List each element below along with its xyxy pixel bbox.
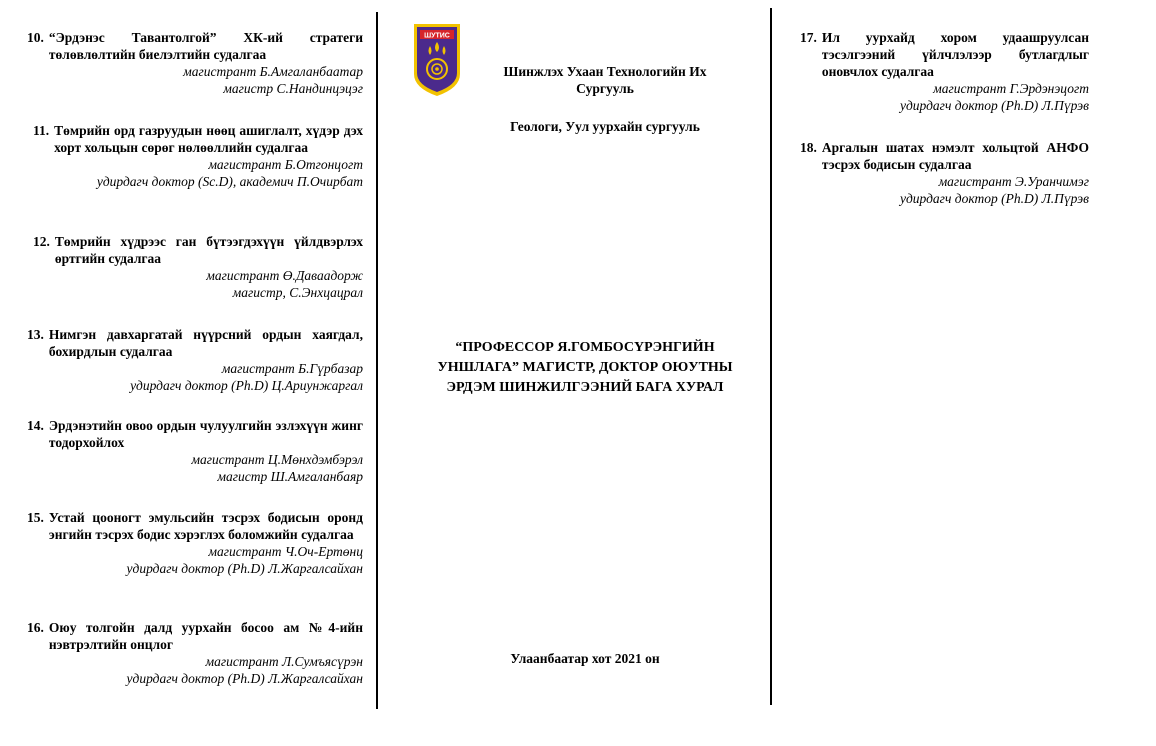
entry-number: 15.: [27, 510, 44, 525]
page-title: “ПРОФЕССОР Я.ГОМБОСҮРЭНГИЙН УНШЛАГА” МАГИСТР, ДОКТОР ОЮУТНЫ ЭРДЭМ ШИНЖИЛГЭЭНИЙ БАГА ХУРАЛ: [437, 340, 733, 395]
entry-student: магистрант Б.Отгонцогт: [208, 157, 363, 172]
entry-number: 14.: [27, 418, 44, 433]
list-item: [27, 417, 363, 485]
list-item: [27, 326, 363, 394]
list-item: [33, 233, 363, 301]
entry-title: Ил уурхайд хором удаашруулсан тэсэлгээний үйлчлэлээр бутлагдлыг оновчлох судалгаа: [821, 30, 1089, 79]
entry-student: магистрант Ц.Мөнхдэмбэрэл: [191, 452, 363, 467]
university-logo: [412, 22, 462, 98]
entry-advisor: удирдагч доктор (Ph.D) Л.Пүрэв: [900, 191, 1089, 206]
entry-advisor: магистр Ш.Амгаланбаяр: [217, 469, 363, 484]
entry-student: магистрант Б.Гүрбазар: [221, 361, 363, 376]
entry-title: Төмрийн хүдрээс ган бүтээгдэхүүн үйлдвэрлэх өртгийн судалгаа: [54, 234, 363, 266]
list-item: [33, 122, 363, 190]
entry-title: Эрдэнэтийн овоо ордын чулуулгийн эзлэхүүн жинг тодорхойлох: [48, 418, 363, 450]
list-item: [27, 509, 363, 577]
entry-title: Оюу толгойн далд уурхайн босоо ам №4-ийн нэвтрэлтийн онцлог: [48, 620, 363, 652]
entry-advisor: удирдагч доктор (Ph.D) Л.Пүрэв: [900, 98, 1089, 113]
entry-number: 16.: [27, 620, 44, 635]
entry-student: магистрант Ч.Оч-Ертөнц: [208, 544, 363, 559]
entry-advisor: удирдагч доктор (Ph.D) Л.Жаргалсайхан: [126, 671, 363, 686]
entry-title: “Эрдэнэс Тавантолгой” ХК-ий стратеги төлөвлөлтийн биелэлтийн судалгаа: [48, 30, 363, 62]
entry-advisor: удирдагч доктор (Ph.D) Ц.Ариунжаргал: [130, 378, 363, 393]
entry-number: 13.: [27, 327, 44, 342]
entry-advisor: удирдагч доктор (Sc.D), академич П.Очирбат: [96, 174, 363, 189]
list-item: [800, 29, 1089, 114]
list-item: [27, 619, 363, 687]
entry-number: 11.: [33, 123, 50, 138]
entry-number: 12.: [33, 234, 50, 249]
entry-student: магистрант Ө.Даваадорж: [206, 268, 363, 283]
entry-advisor: магистр С.Нандинцэцэг: [223, 81, 363, 96]
divider-right: [770, 8, 772, 705]
entry-advisor: удирдагч доктор (Ph.D) Л.Жаргалсайхан: [126, 561, 363, 576]
entry-title: Устай цооногт эмульсийн тэсрэх бодисын оронд энгийн тэсрэх бодис хэрэглэх боломжийн судалгаа: [48, 510, 363, 542]
entry-student: магистрант Л.Сумъясүрэн: [205, 654, 363, 669]
school-name: Геологи, Уул уурхайн сургууль: [510, 119, 700, 134]
footer-city-year: Улаанбаатар хот 2021 он: [510, 651, 660, 666]
entry-title: Төмрийн орд газруудын нөөц ашиглалт, хүдэр дэх хорт хольцын сөрөг нөлөөллийн судалгаа: [54, 123, 363, 155]
entry-student: магистрант Э.Уранчимэг: [938, 174, 1089, 189]
entry-advisor: магистр, С.Энхцацрал: [232, 285, 363, 300]
entry-title: Аргалын шатах нэмэлт хольцтой АНФО тэсрэх бодисын судалгаа: [821, 140, 1089, 172]
entry-number: 17.: [800, 30, 817, 45]
entry-student: магистрант Б.Амгаланбаатар: [183, 64, 363, 79]
entry-number: 18.: [800, 140, 817, 155]
university-name: Шинжлэх Ухаан Технологийн Их Сургууль: [503, 64, 707, 96]
svg-text:ШУТИС: ШУТИС: [424, 32, 450, 40]
list-item: [800, 139, 1089, 207]
entry-title: Нимгэн давхаргатай нүүрсний ордын хаягдал, бохирдлын судалгаа: [48, 327, 363, 359]
list-item: [27, 29, 363, 97]
entry-number: 10.: [27, 30, 44, 45]
divider-left: [376, 12, 378, 709]
entry-student: магистрант Г.Эрдэнэцогт: [933, 81, 1089, 96]
